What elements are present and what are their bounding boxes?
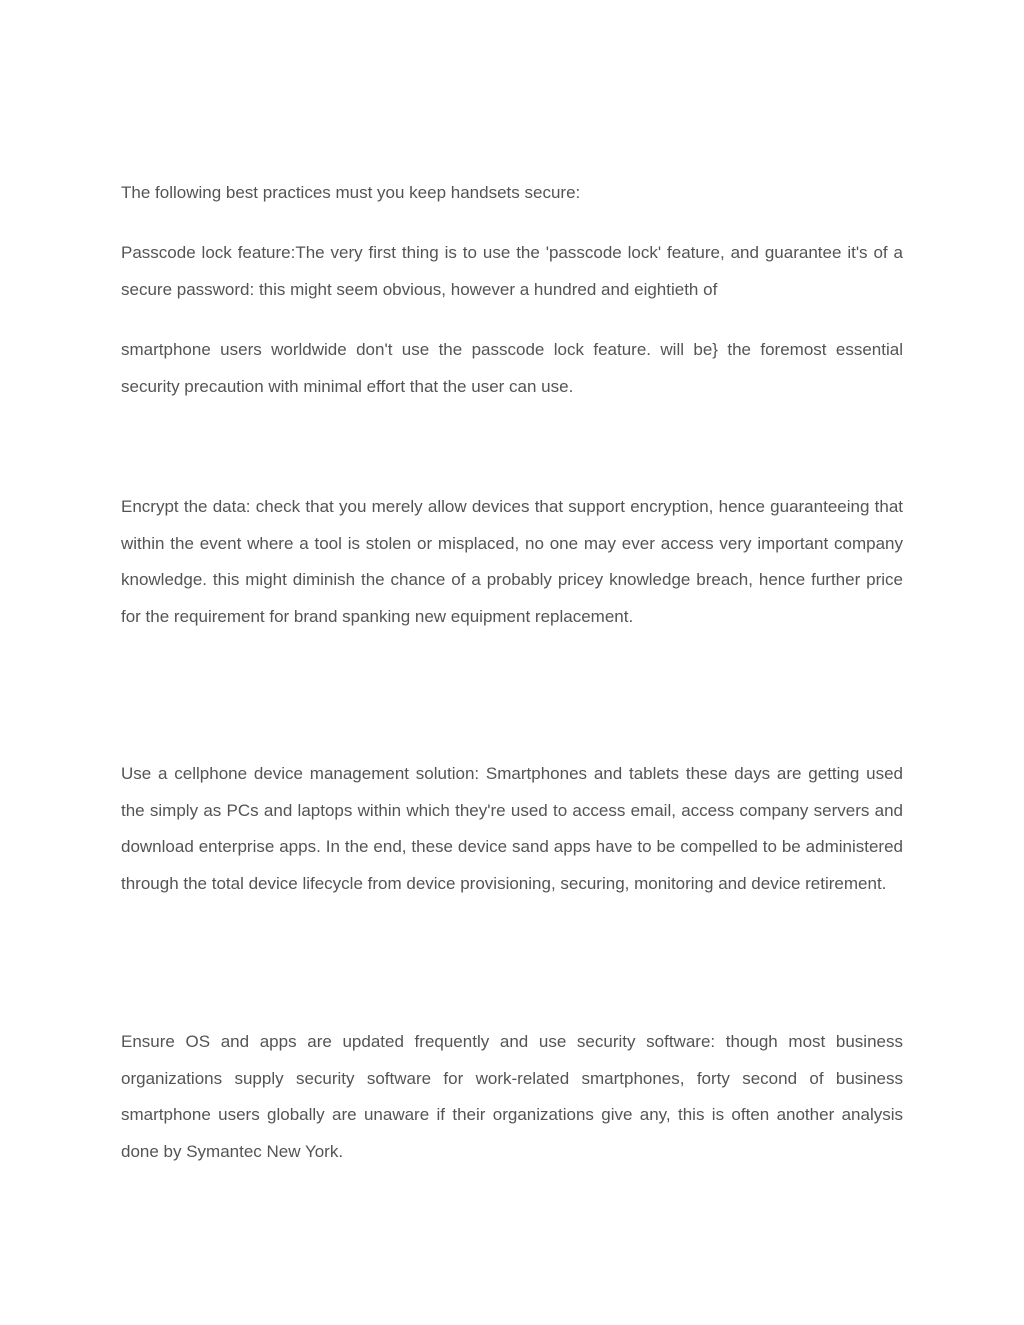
intro-paragraph: The following best practices must you keep handsets secure: [121, 183, 581, 202]
encrypt-paragraph: Encrypt the data: check that you merely allow devices that support encryption, hence guaranteeing that within the event where a tool is stolen or misplaced, no one may ever access very important company knowledge. this might diminish the chance of a probably pricey knowledge breach, hence further price for the requirement for brand spanking new equipment replacement. [121, 497, 903, 627]
passcode-paragraph: Passcode lock feature:The very first thing is to use the 'passcode lock' feature, and guarantee it's of a secure password: this might seem obvious, however a hundred and eightieth of [121, 243, 903, 299]
passcode-continuation-paragraph: smartphone users worldwide don't use the passcode lock feature. will be} the foremost essential security precaution with minimal effort that the user can use. [121, 340, 903, 396]
os-updates-paragraph: Ensure OS and apps are updated frequently and use security software: though most business organizations supply security software for work-related smartphones, forty second of business smartphone users globally are unaware if their organizations give any, this is often another analysis done by Symantec New York. [121, 1032, 903, 1162]
device-management-paragraph: Use a cellphone device management solution: Smartphones and tablets these days are getting used the simply as PCs and laptops within which they're used to access email, access company servers and download enterprise apps. In the end, these device sand apps have to be compelled to be administered through the total device lifecycle from device provisioning, securing, monitoring and device retirement. [121, 764, 903, 894]
